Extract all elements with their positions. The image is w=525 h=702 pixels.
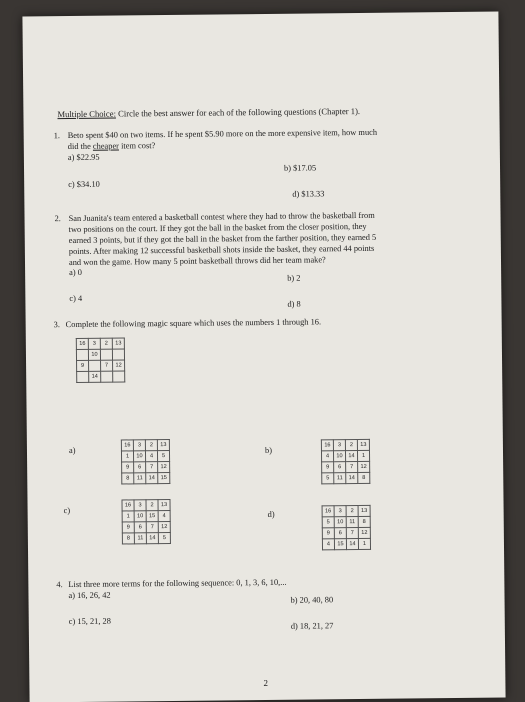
page-number: 2 [263, 677, 268, 689]
question-3-number: 3. [53, 320, 60, 330]
magic-square-cell: 10 [88, 349, 100, 360]
question-2-line-4: points. After making 12 successful basketball shots inside the basket, they earned 44 points [68, 243, 375, 257]
magic-square-cell: 3 [134, 500, 146, 511]
magic-square-row [122, 472, 170, 484]
magic-square-row [77, 371, 125, 383]
magic-square-cell: 12 [158, 521, 170, 532]
magic-square-row [322, 505, 370, 517]
magic-square-option-c[interactable] [121, 499, 170, 545]
question-3-option-b-label[interactable]: b) [264, 445, 273, 455]
question-1-line-1: Beto spent $40 on two items. If he spent $5.90 more on the more expensive item, how much [67, 127, 378, 141]
instructions-text: Circle the best answer for each of the following questions (Chapter 1). [115, 105, 361, 119]
magic-square-cell: 8 [358, 472, 370, 483]
magic-square-cell: 16 [322, 506, 334, 517]
magic-square-row [122, 499, 170, 511]
magic-square-cell: 4 [321, 451, 333, 462]
magic-square-cell: 15 [334, 539, 346, 550]
magic-square-row [322, 516, 370, 528]
magic-square-row [121, 450, 169, 462]
magic-square-row [76, 338, 124, 350]
magic-square-cell: 13 [358, 505, 370, 516]
magic-square-cell: 13 [158, 499, 170, 510]
magic-square-cell: 11 [346, 517, 358, 528]
question-4-option-d[interactable]: d) 18, 21, 27 [290, 621, 334, 631]
magic-square-cell: 14 [346, 539, 358, 550]
worksheet-page [22, 12, 505, 702]
question-1-option-d[interactable]: d) $13.33 [292, 189, 325, 199]
magic-square-cell: 5 [157, 450, 169, 461]
question-4-number: 4. [56, 580, 63, 590]
magic-square-cell: 16 [321, 440, 333, 451]
magic-square-cell: 4 [145, 451, 157, 462]
question-2-line-5: and won the game. How many 5 point basketball throws did her team make? [68, 255, 326, 268]
magic-square-cell: 5 [322, 473, 334, 484]
magic-square-cell: 13 [112, 338, 124, 349]
question-2-option-a[interactable]: a) 0 [69, 267, 82, 278]
magic-square-cell: 9 [122, 462, 134, 473]
question-2-option-b[interactable]: b) 2 [287, 273, 301, 283]
magic-square-cell: 11 [334, 473, 346, 484]
question-1-option-b[interactable]: b) $17.05 [283, 163, 317, 173]
magic-square-option-d[interactable] [322, 505, 371, 551]
question-3-text: Complete the following magic square which uses the numbers 1 through 16. [65, 317, 322, 330]
magic-square-row [76, 349, 124, 361]
magic-square-row [122, 510, 170, 522]
magic-square-cell [76, 349, 88, 360]
magic-square-cell: 11 [134, 533, 146, 544]
magic-square-cell: 2 [146, 500, 158, 511]
question-1-option-c[interactable]: c) $34.10 [68, 179, 100, 190]
magic-square-cell: 6 [334, 462, 346, 473]
magic-square-cell: 1 [357, 450, 369, 461]
magic-square-cell: 8 [358, 516, 370, 527]
magic-square-cell: 4 [158, 510, 170, 521]
magic-square-row [321, 450, 369, 462]
question-1-option-a[interactable]: a) $22.95 [67, 152, 100, 163]
magic-square-cell: 3 [88, 338, 100, 349]
question-2-line-2: two positions on the court. If they got the ball in the basket from the closer position, they [68, 221, 367, 235]
magic-square-cell: 3 [334, 506, 346, 517]
magic-square-cell [113, 371, 125, 382]
magic-square-cell: 3 [333, 440, 345, 451]
magic-square-cell: 9 [322, 462, 334, 473]
magic-square-row [322, 472, 370, 484]
question-3-option-c-label[interactable]: c) [63, 506, 71, 516]
magic-square-row [321, 439, 369, 451]
magic-square-cell: 11 [134, 473, 146, 484]
magic-square-cell: 10 [134, 511, 146, 522]
magic-square-cell: 5 [322, 517, 334, 528]
magic-square-cell: 5 [158, 532, 170, 543]
magic-square-cell: 12 [358, 461, 370, 472]
magic-square-option-a[interactable] [121, 439, 170, 485]
magic-square-cell: 8 [122, 473, 134, 484]
magic-square-cell: 1 [121, 451, 133, 462]
magic-square-cell [89, 360, 101, 371]
magic-square-cell: 12 [158, 461, 170, 472]
magic-square-cell: 14 [345, 451, 357, 462]
magic-square-cell: 14 [146, 533, 158, 544]
magic-square-cell: 14 [146, 473, 158, 484]
question-3-option-d-label[interactable]: d) [267, 509, 275, 519]
magic-square-option-b[interactable] [321, 439, 370, 485]
question-2-line-1: San Juanita's team entered a basketball contest where they had to throw the basketball from [68, 210, 375, 224]
magic-square-row [121, 439, 169, 451]
magic-square-row [322, 461, 370, 473]
question-4-option-a[interactable]: a) 16, 26, 42 [68, 590, 111, 601]
magic-square-cell: 15 [146, 511, 158, 522]
magic-square-cell: 4 [322, 539, 334, 550]
magic-square-cell: 7 [146, 522, 158, 533]
magic-square-cell: 6 [134, 522, 146, 533]
magic-square-cell: 1 [122, 511, 134, 522]
magic-square-cell: 13 [357, 439, 369, 450]
question-2-line-3: earned 3 points, but if they got the ball in the basket from the farther position, they earned 5 [68, 232, 377, 246]
magic-square-cell: 7 [146, 462, 158, 473]
magic-square-cell: 7 [346, 528, 358, 539]
magic-square-cell: 9 [77, 360, 89, 371]
question-1-line-2: did the cheaper item cost? [67, 141, 156, 152]
magic-square-puzzle [76, 337, 125, 383]
magic-square-row [77, 360, 125, 372]
magic-square-cell [101, 371, 113, 382]
magic-square-cell [77, 371, 89, 382]
magic-square-row [122, 461, 170, 473]
magic-square-cell: 9 [122, 522, 134, 533]
magic-square-cell: 10 [133, 451, 145, 462]
magic-square-cell: 16 [76, 338, 88, 349]
magic-square-cell: 12 [113, 360, 125, 371]
magic-square-cell: 10 [333, 451, 345, 462]
magic-square-cell: 8 [122, 533, 134, 544]
magic-square-cell: 7 [346, 462, 358, 473]
magic-square-cell [100, 349, 112, 360]
magic-square-cell [112, 349, 124, 360]
magic-square-cell: 10 [334, 517, 346, 528]
question-3-option-a-label[interactable]: a) [68, 445, 76, 456]
magic-square-cell: 16 [121, 440, 133, 451]
magic-square-cell: 2 [346, 506, 358, 517]
magic-square-row [322, 527, 370, 539]
magic-square-cell: 2 [345, 440, 357, 451]
magic-square-row [322, 538, 370, 550]
magic-square-cell: 13 [157, 439, 169, 450]
magic-square-cell: 6 [334, 528, 346, 539]
instructions [57, 106, 360, 120]
magic-square-row [122, 532, 170, 544]
question-2-option-c[interactable]: c) 4 [69, 293, 83, 304]
magic-square-cell: 12 [358, 527, 370, 538]
question-2-option-d[interactable]: d) 8 [287, 299, 301, 309]
question-1-number: 1. [53, 131, 60, 141]
magic-square-cell: 2 [145, 440, 157, 451]
magic-square-cell: 15 [158, 472, 170, 483]
magic-square-cell: 2 [100, 338, 112, 349]
question-4-text: List three more terms for the following sequence: 0, 1, 3, 6, 10,... [68, 577, 287, 590]
magic-square-cell: 6 [134, 462, 146, 473]
magic-square-cell: 14 [346, 473, 358, 484]
magic-square-cell: 16 [122, 500, 134, 511]
magic-square-cell: 1 [358, 538, 370, 549]
magic-square-cell: 14 [89, 371, 101, 382]
question-2-number: 2. [54, 214, 61, 224]
magic-square-cell: 9 [322, 528, 334, 539]
question-4-option-c[interactable]: c) 15, 21, 28 [68, 616, 111, 627]
magic-square-cell: 7 [101, 360, 113, 371]
instructions-label: Multiple Choice: [57, 108, 116, 120]
magic-square-row [122, 521, 170, 533]
question-4-option-b[interactable]: b) 20, 40, 80 [290, 595, 334, 605]
magic-square-cell: 3 [133, 440, 145, 451]
